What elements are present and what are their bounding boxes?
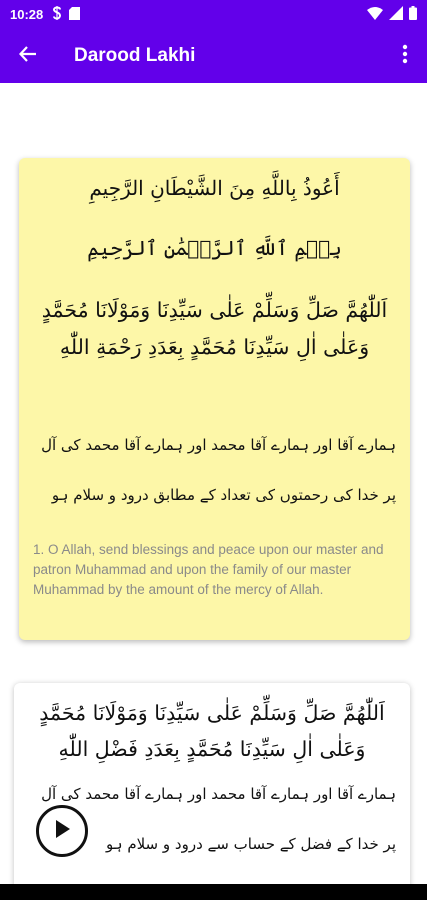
english-translation: 1. O Allah, send blessings and peace upon our master and patron Muhammad and upon the family of our master Muhammad by the amount of the mercy of Allah.: [33, 542, 384, 597]
urdu-translation: ہمارے آقا اور ہمارے آقا محمد اور ہمارے آقا محمد کی آل پر خدا کے فضل کے حساب سے درود و سلام ہو: [41, 785, 396, 853]
darood-list[interactable]: [0, 83, 427, 884]
arabic-darood-text: اَللّٰهُمَّ صَلِّ وَسَلِّمْ عَلٰى سَيِّدِنَا وَمَوْلَانَا مُحَمَّدٍ وَعَلٰى اٰلِ سَيِّدِنَا مُحَمَّدٍ بِعَدَدِ رَحْمَةِ اللّٰهِ: [41, 298, 388, 359]
app-bar: [0, 28, 427, 83]
signal-icon: [389, 5, 403, 24]
taawwudh-text: أَعُوذُ بِاللَّهِ مِنَ الشَّيْطَانِ الرَّجِيمِ: [89, 176, 340, 200]
wifi-icon: [367, 5, 383, 24]
more-vert-icon: [402, 44, 408, 68]
back-button[interactable]: [0, 28, 56, 83]
urdu-translation: ہمارے آقا اور ہمارے آقا محمد اور ہمارے آقا محمد کی آل پر خدا کی رحمتوں کی تعداد کے مطابق درود و سلام ہو: [41, 436, 396, 504]
system-nav-bar: [0, 884, 427, 900]
page-title: Darood Lakhi: [74, 44, 196, 66]
overflow-menu-button[interactable]: [383, 28, 427, 83]
battery-icon: [409, 5, 417, 24]
arabic-darood-text: اَللّٰهُمَّ صَلِّ وَسَلِّمْ عَلٰى سَيِّدِنَا وَمَوْلَانَا مُحَمَّدٍ وَعَلٰى اٰلِ سَيِّدِنَا مُحَمَّدٍ بِعَدَدِ فَضْلِ اللّٰهِ: [39, 701, 385, 761]
sd-card-icon: [69, 5, 80, 24]
arrow-left-icon: [19, 45, 37, 67]
s-icon: [51, 5, 63, 24]
darood-card[interactable]: [19, 158, 410, 640]
play-icon: [53, 819, 71, 843]
status-time: 10:28: [10, 6, 44, 22]
status-bar: [0, 0, 427, 28]
play-audio-button[interactable]: [36, 805, 88, 857]
bismillah-text: بِسۡمِ ٱللَّهِ ٱلرَّحۡمَٰنِ ٱلرَّحِيمِ: [87, 236, 342, 260]
